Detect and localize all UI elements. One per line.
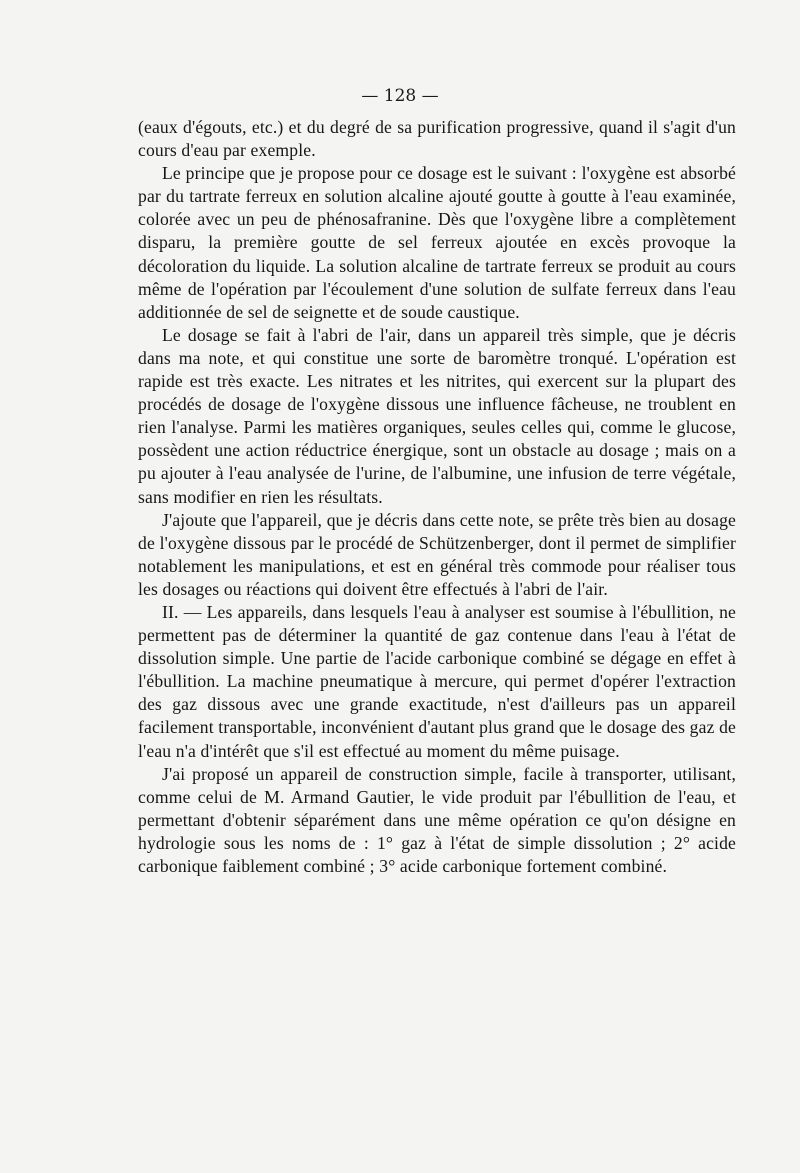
paragraph-2: Le principe que je propose pour ce dosage est le suivant : l'oxygène est absorbé par du tartrate ferreux en solution alcaline ajouté goutte à goutte à l'eau examinée, colorée avec un peu de phénosafranine. Dès que l'oxygène libre a complètement disparu, la première goutte de sel ferreux ajoutée en excès provoque la décoloration du liquide. La solution alcaline de tartrate ferreux se produit au cours même de l'opération par l'écoulement d'une solution de sulfate ferreux dans l'eau additionnée de sel de seignette et de soude caustique. bbox=[138, 163, 736, 322]
paragraph-1: (eaux d'égouts, etc.) et du degré de sa purification progressive, quand il s'agit d'un cours d'eau par exemple. bbox=[138, 117, 736, 161]
paragraph-6: J'ai proposé un appareil de construction simple, facile à transporter, utilisant, comme celui de M. Armand Gautier, le vide produit par l'ébullition de l'eau, et permettant d'obtenir séparément dans une même opération ce qu'on désigne en hydrologie sous les noms de : 1° gaz à l'état de simple dissolution ; 2° acide carbonique faiblement combiné ; 3° acide carbonique fortement combiné. bbox=[138, 763, 736, 876]
paragraph-5: II. — Les appareils, dans lesquels l'eau à analyser est soumise à l'ébullition, ne permettent pas de déterminer la quantité de gaz contenue dans l'eau à l'état de dissolution simple. Une partie de l'acide carbonique combiné se dégage en effet à l'ébullition. La machine pneumatique à mercure, qui permet d'opérer l'extraction des gaz dissous avec une grande exactitude, n'est d'ailleurs pas un appareil facilement transportable, inconvénient d'autant plus grand que le dosage des gaz de l'eau n'a d'intérêt que s'il est effectué au moment du même puisage. bbox=[138, 601, 736, 761]
paragraph-3: Le dosage se fait à l'abri de l'air, dans un appareil très simple, que je décris dans ma note, et qui constitue une sorte de baromètre tronqué. L'opération est rapide est très exacte. Les nitrates et les nitrites, qui exercent sur la plupart des procédés de dosage de l'oxygène dissous une influence fâcheuse, ne troublent en rien l'analyse. Parmi les matières organiques, seules celles qui, comme le glucose, possèdent une action réductrice énergique, sont un obstacle au dosage ; mais on a pu ajouter à l'eau analysée de l'urine, de l'albumine, une infusion de terre végétale, sans modifier en rien les résultats. bbox=[138, 324, 736, 507]
page-body bbox=[138, 116, 736, 878]
paragraph-4: J'ajoute que l'appareil, que je décris dans cette note, se prête très bien au dosage de l'oxygène dissous par le procédé de Schützenberger, dont il permet de simplifier notablement les manipulations, et est en général très commode pour réaliser tous les dosages ou réactions qui doivent être effectués à l'abri de l'air. bbox=[138, 509, 736, 599]
page-number: — 128 — bbox=[361, 86, 439, 106]
